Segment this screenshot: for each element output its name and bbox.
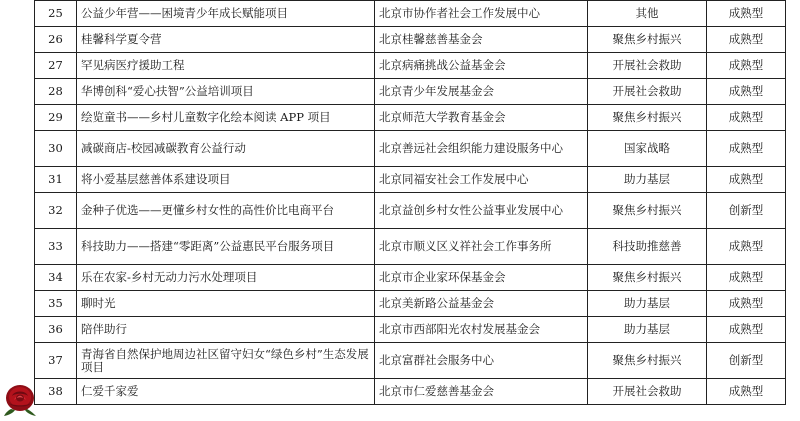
table-row [35, 265, 786, 291]
table-row [35, 79, 786, 105]
project-stage: 成熟型 [707, 53, 786, 79]
project-name: 聊时光 [77, 291, 375, 317]
project-name: 科技助力——搭建“零距离”公益惠民平台服务项目 [77, 229, 375, 265]
table-row [35, 379, 786, 405]
project-stage: 成熟型 [707, 1, 786, 27]
project-stage: 成熟型 [707, 79, 786, 105]
organization-name: 北京师范大学教育基金会 [375, 105, 588, 131]
project-category: 助力基层 [588, 167, 707, 193]
organization-name: 北京市仁爱慈善基金会 [375, 379, 588, 405]
project-name: 桂馨科学夏令营 [77, 27, 375, 53]
row-number: 35 [35, 291, 77, 317]
project-stage: 创新型 [707, 343, 786, 379]
organization-name: 北京市企业家环保基金会 [375, 265, 588, 291]
organization-name: 北京美新路公益基金会 [375, 291, 588, 317]
rose-icon [3, 381, 37, 417]
table-row [35, 167, 786, 193]
project-category: 科技助推慈善 [588, 229, 707, 265]
project-category: 助力基层 [588, 291, 707, 317]
organization-name: 北京市西部阳光农村发展基金会 [375, 317, 588, 343]
project-category: 开展社会救助 [588, 379, 707, 405]
table-row [35, 193, 786, 229]
project-stage: 创新型 [707, 193, 786, 229]
organization-name: 北京桂馨慈善基金会 [375, 27, 588, 53]
row-number: 36 [35, 317, 77, 343]
project-category: 聚焦乡村振兴 [588, 193, 707, 229]
table-row [35, 343, 786, 379]
project-category: 聚焦乡村振兴 [588, 265, 707, 291]
row-number: 34 [35, 265, 77, 291]
project-stage: 成熟型 [707, 27, 786, 53]
organization-name: 北京市协作者社会工作发展中心 [375, 1, 588, 27]
table-row [35, 53, 786, 79]
project-category: 聚焦乡村振兴 [588, 27, 707, 53]
organization-name: 北京富群社会服务中心 [375, 343, 588, 379]
project-stage: 成熟型 [707, 265, 786, 291]
project-name: 仁爱千家爱 [77, 379, 375, 405]
row-number: 32 [35, 193, 77, 229]
row-number: 27 [35, 53, 77, 79]
project-category: 开展社会救助 [588, 53, 707, 79]
row-number: 29 [35, 105, 77, 131]
table-row [35, 131, 786, 167]
organization-name: 北京益创乡村女性公益事业发展中心 [375, 193, 588, 229]
row-number: 28 [35, 79, 77, 105]
organization-name: 北京善远社会组织能力建设服务中心 [375, 131, 588, 167]
table-row [35, 317, 786, 343]
table-row [35, 1, 786, 27]
project-category: 助力基层 [588, 317, 707, 343]
row-number: 38 [35, 379, 77, 405]
project-name: 青海省自然保护地周边社区留守妇女“绿色乡村”生态发展项目 [77, 343, 375, 379]
project-stage: 成熟型 [707, 105, 786, 131]
row-number: 30 [35, 131, 77, 167]
project-stage: 成熟型 [707, 317, 786, 343]
project-name: 罕见病医疗援助工程 [77, 53, 375, 79]
project-name: 将小爱基层慈善体系建设项目 [77, 167, 375, 193]
project-name: 陪伴助行 [77, 317, 375, 343]
organization-name: 北京市顺义区义祥社会工作事务所 [375, 229, 588, 265]
project-category: 开展社会救助 [588, 79, 707, 105]
project-stage: 成熟型 [707, 167, 786, 193]
project-stage: 成熟型 [707, 131, 786, 167]
project-name: 华博创科“爱心扶智”公益培训项目 [77, 79, 375, 105]
project-name: 减碳商店-校园减碳教育公益行动 [77, 131, 375, 167]
organization-name: 北京青少年发展基金会 [375, 79, 588, 105]
row-number: 31 [35, 167, 77, 193]
organization-name: 北京病痛挑战公益基金会 [375, 53, 588, 79]
project-category: 聚焦乡村振兴 [588, 343, 707, 379]
project-category: 其他 [588, 1, 707, 27]
project-name: 金种子优选——更懂乡村女性的高性价比电商平台 [77, 193, 375, 229]
project-category: 国家战略 [588, 131, 707, 167]
project-stage: 成熟型 [707, 379, 786, 405]
project-table [34, 0, 786, 405]
project-name: 乐在农家-乡村无动力污水处理项目 [77, 265, 375, 291]
table-row [35, 291, 786, 317]
row-number: 33 [35, 229, 77, 265]
organization-name: 北京同福安社会工作发展中心 [375, 167, 588, 193]
row-number: 37 [35, 343, 77, 379]
project-stage: 成熟型 [707, 291, 786, 317]
project-table-container [34, 0, 785, 419]
row-number: 25 [35, 1, 77, 27]
project-stage: 成熟型 [707, 229, 786, 265]
table-row [35, 229, 786, 265]
project-name: 绘览童书——乡村儿童数字化绘本阅读 APP 项目 [77, 105, 375, 131]
row-number: 26 [35, 27, 77, 53]
project-name: 公益少年营——困境青少年成长赋能项目 [77, 1, 375, 27]
table-row [35, 105, 786, 131]
project-category: 聚焦乡村振兴 [588, 105, 707, 131]
table-row [35, 27, 786, 53]
